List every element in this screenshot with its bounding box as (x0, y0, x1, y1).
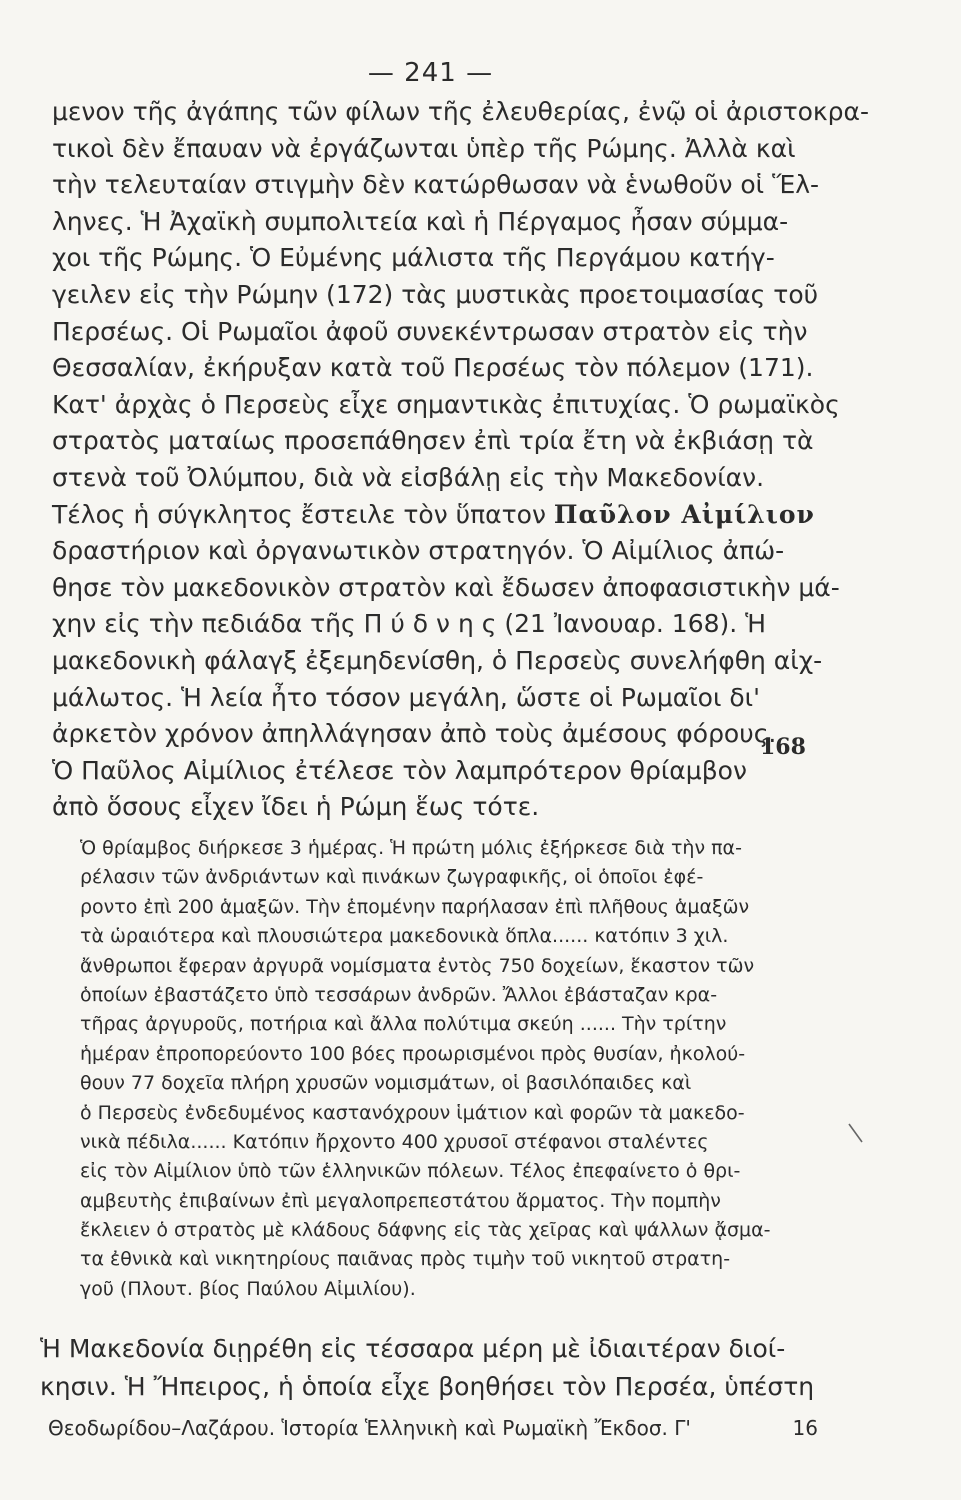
footnote-line: γοῦ (Πλουτ. βίος Παύλου Αἰμιλίου). (80, 1277, 416, 1300)
text-line: ἀρκετὸν χρόνον ἀπηλλάγησαν ἀπὸ τοὺς ἀμέσους φόρους. (52, 719, 777, 749)
text-line: τὴν τελευταίαν στιγμὴν δὲν κατώρθωσαν νὰ ἑνωθοῦν οἱ Ἕλ- (52, 170, 820, 200)
footnote-line: τῆρας ἀργυροῦς, ποτήρια καὶ ἄλλα πολύτιμα σκεύη ...... Τὴν τρίτην (80, 1013, 727, 1036)
text-line: Περσέως. Οἱ Ρωμαῖοι ἀφοῦ συνεκέντρωσαν στρατὸν εἰς τὴν (52, 316, 808, 346)
page-number: — 241 — (367, 58, 494, 88)
footnote-line: τὰ ὡραιότερα καὶ πλουσιώτερα μακεδονικὰ ὅπλα...... κατόπιν 3 χιλ. (80, 925, 729, 948)
footnote (80, 834, 810, 1304)
footnote-line: Ὁ θρίαμβος διήρκεσε 3 ἡμέρας. Ἡ πρώτη μόλις ἐξήρκεσε διὰ τὴν πα- (80, 837, 742, 859)
text-line: μενον τῆς ἀγάπης τῶν φίλων τῆς ἐλευθερίας, ἐνῷ οἱ ἀριστοκρα- (52, 97, 870, 126)
text-line: μάλωτος. Ἡ λεία ἦτο τόσον μεγάλη, ὥστε οἱ Ρωμαῖοι δι' (52, 682, 760, 712)
closing-text (40, 1330, 820, 1406)
text-line: ληνες. Ἡ Ἀχαϊκὴ συμπολιτεία καὶ ἡ Πέργαμος ἦσαν σύμμα- (52, 206, 789, 236)
footnote-line: θουν 77 δοχεῖα πλήρη χρυσῶν νομισμάτων, οἱ βασιλόπαιδες καὶ (80, 1072, 692, 1095)
text-line: Ἡ Μακεδονία διῃρέθη εἰς τέσσαρα μέρη μὲ ἰδιαιτέραν διοί- (40, 1334, 786, 1363)
footnote-line: εἰς τὸν Αἰμίλιον ὑπὸ τῶν ἑλληνικῶν πόλεων. Τέλος ἐπεφαίνετο ὁ θρι- (80, 1160, 741, 1183)
footnote-line: τα ἐθνικὰ καὶ νικητηρίους παιᾶνας πρὸς τιμὴν τοῦ νικητοῦ στρατη- (80, 1248, 731, 1271)
text-line: τικοὶ δὲν ἔπαυαν νὰ ἐργάζωνται ὑπὲρ τῆς Ρώμης. Ἀλλὰ καὶ (52, 133, 796, 163)
footnote-line: ἄνθρωποι ἔφεραν ἀργυρᾶ νομίσματα ἐντὸς 750 δοχείων, ἕκαστον τῶν (80, 954, 755, 977)
footnote-line: νικὰ πέδιλα...... Κατόπιν ἤρχοντο 400 χρυσοῖ στέφανοι σταλέντες (80, 1130, 709, 1153)
footnote-line: ἡμέραν ἐπροπορεύοντο 100 βόες προωρισμένοι πρὸς θυσίαν, ἠκολού- (80, 1042, 746, 1065)
footer-citation: Θεοδωρίδου–Λαζάρου. Ἱστορία Ἑλληνικὴ καὶ Ρωμαϊκὴ Ἔκδοσ. Γ' (48, 1416, 691, 1440)
page-footer (48, 1416, 818, 1440)
footnote-line: ἔκλειεν ὁ στρατὸς μὲ κλάδους δάφνης εἰς τὰς χεῖρας καὶ ψάλλων ᾄσμα- (80, 1219, 771, 1242)
text-line: κησιν. Ἡ Ἤπειρος, ἡ ὁποία εἶχε βοηθήσει τὸν Περσέα, ὑπέστη (40, 1372, 815, 1401)
text-line: γειλεν εἰς τὴν Ρώμην (172) τὰς μυστικὰς προετοιμασίας τοῦ (52, 279, 819, 309)
text-line: Θεσσαλίαν, ἐκήρυξαν κατὰ τοῦ Περσέως τὸν πόλεμον (171). (52, 353, 814, 383)
signature-number: 16 (792, 1416, 818, 1440)
footnote-line: ρέλασιν τῶν ἀνδριάντων καὶ πινάκων ζωγραφικῆς, οἱ ὁποῖοι ἐφέ- (80, 866, 704, 889)
text-line: ἀπὸ ὅσους εἶχεν ἴδει ἡ Ρώμη ἕως τότε. (52, 792, 540, 822)
footnote-line: ροντο ἐπὶ 200 ἁμαξῶν. Τὴν ἑπομένην παρήλασαν ἐπὶ πλῆθους ἁμαξῶν (80, 895, 750, 918)
margin-year: 168 (760, 734, 806, 760)
text-segment: Τέλος ἡ σύγκλητος ἔστειλε τὸν ὕπατον (52, 499, 546, 529)
text-line: μακεδονικὴ φάλαγξ ἐξεμηδενίσθη, ὁ Περσεὺς συνελήφθη αἰχ- (52, 645, 823, 675)
footnote-line: αμβευτὴς ἐπιβαίνων ἐπὶ μεγαλοπρεπεστάτου ἅρματος. Τὴν πομπὴν (80, 1189, 721, 1212)
text-line: δραστήριον καὶ ὀργανωτικὸν στρατηγόν. Ὁ Αἰμίλιος ἀπώ- (52, 536, 785, 566)
text-line: Κατ' ἀρχὰς ὁ Περσεὺς εἶχε σημαντικὰς ἐπιτυχίας. Ὁ ρωμαϊκὸς (52, 389, 840, 419)
text-line: χοι τῆς Ρώμης. Ὁ Εὐμένης μάλιστα τῆς Περγάμου κατήγ- (52, 243, 775, 273)
text-line: θησε τὸν μακεδονικὸν στρατὸν καὶ ἔδωσεν ἀποφασιστικὴν μά- (52, 572, 840, 602)
text-line: Ὁ Παῦλος Αἰμίλιος ἐτέλεσε τὸν λαμπρότερον θρίαμβον (52, 755, 747, 785)
text-line: στρατὸς ματαίως προσεπάθησεν ἐπὶ τρία ἔτη νὰ ἐκβιάσῃ τὰ (52, 426, 814, 456)
bold-name: Παῦλον Αἰμίλιον (553, 499, 815, 529)
pencil-mark (846, 1120, 866, 1160)
text-line: χην εἰς τὴν πεδιάδα τῆς Π ύ δ ν η ς (21 Ἰανουαρ. 168). Ἡ (52, 609, 767, 639)
text-line: στενὰ τοῦ Ὀλύμπου, διὰ νὰ εἰσβάλῃ εἰς τὴν Μακεδονίαν. (52, 462, 765, 492)
text-line-with-name (52, 497, 815, 534)
footnote-line: ὁποίων ἐβαστάζετο ὑπὸ τεσσάρων ἀνδρῶν. Ἄλλοι ἐβάσταζαν κρα- (80, 983, 718, 1006)
footnote-line: ὁ Περσεὺς ἐνδεδυμένος καστανόχρουν ἱμάτιον καὶ φορῶν τὰ μακεδο- (80, 1101, 745, 1124)
main-text (52, 94, 870, 826)
